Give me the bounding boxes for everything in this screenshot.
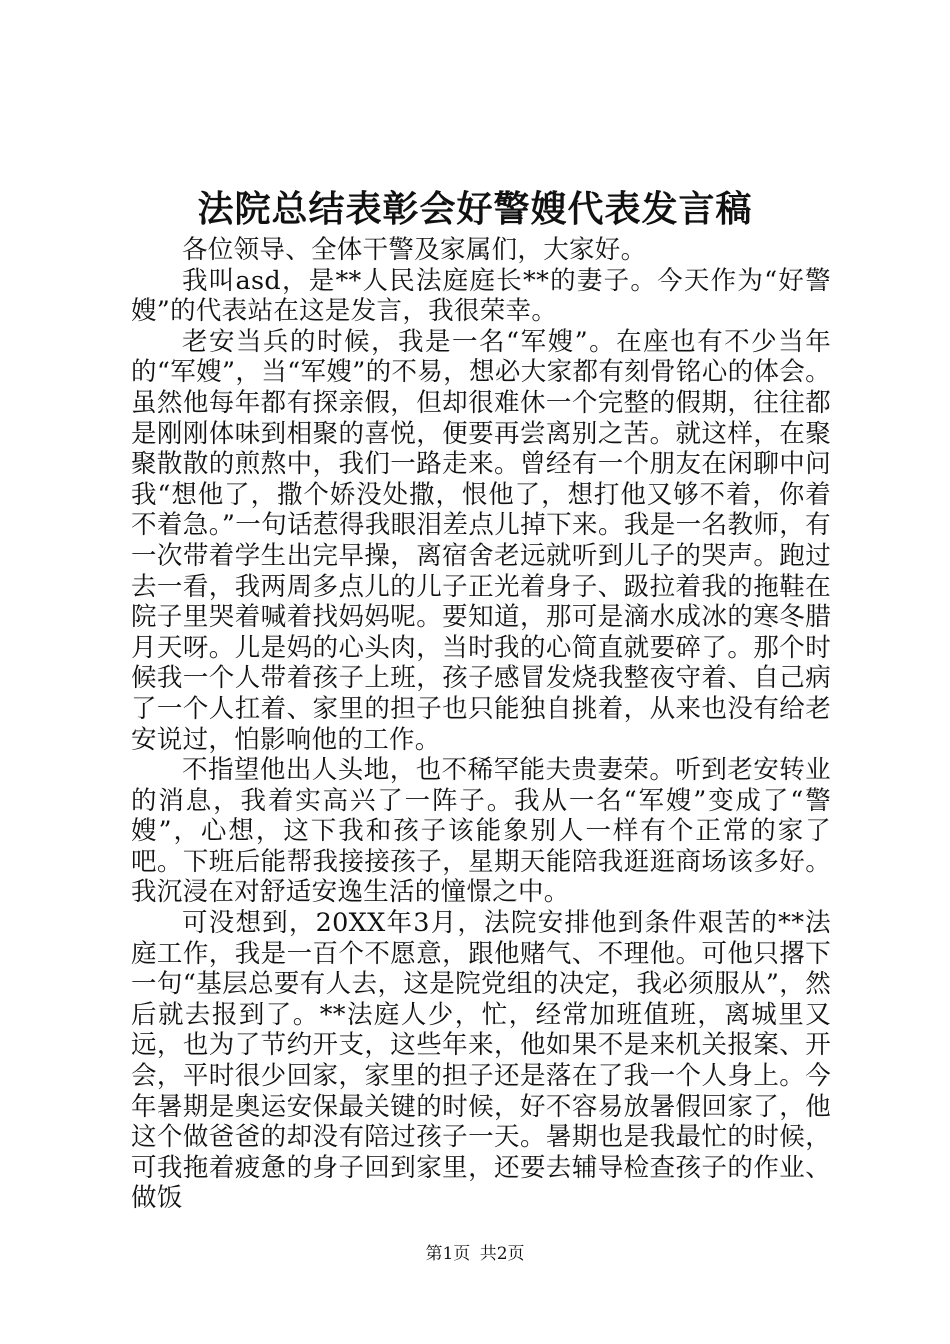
- paragraph-introduction: 我叫asd，是**人民法庭庭长**的妻子。今天作为“好警嫂”的代表站在这是发言，我很荣幸。: [131, 265, 831, 327]
- page-total: 共2页: [479, 1244, 525, 1264]
- page-footer: [0, 1242, 950, 1266]
- page-number: 第1页: [425, 1244, 471, 1264]
- paragraph-police-wife: 不指望他出人头地，也不稀罕能夫贵妻荣。听到老安转业的消息，我着实高兴了一阵子。我从一名“军嫂”变成了“警嫂”，心想，这下我和孩子该能象别人一样有个正常的家了吧。下班后能帮我接接孩子，星期天能陪我逛逛商场该多好。我沉浸在对舒适安逸生活的憧憬之中。: [131, 755, 831, 908]
- document-title: 法院总结表彰会好警嫂代表发言稿: [197, 188, 753, 230]
- paragraph-court-assignment: 可没想到，20XX年3月，法院安排他到条件艰苦的**法庭工作，我是一百个不愿意，跟他赌气、不理他。可他只撂下一句“基层总要有人去，这是院党组的决定，我必须服从”，然后就去报到了。**法庭人少，忙，经常加班值班，离城里又远，也为了节约开支，这些年来，他如果不是来机关报案、开会，平时很少回家，家里的担子还是落在了我一个人身上。今年暑期是奥运安保最关键的时候，好不容易放暑假回家了，他这个做爸爸的却没有陪过孩子一天。暑期也是我最忙的时候，可我拖着疲惫的身子回到家里，还要去辅导检查孩子的作业、做饭: [131, 908, 831, 1214]
- document-body: [131, 235, 831, 1214]
- paragraph-greeting: 各位领导、全体干警及家属们，大家好。: [182, 235, 647, 265]
- paragraph-military-wife: 老安当兵的时候，我是一名“军嫂”。在座也有不少当年的“军嫂”，当“军嫂”的不易，想必大家都有刻骨铭心的体会。虽然他每年都有探亲假，但却很难休一个完整的假期，往往都是刚刚体味到相聚的喜悦，便要再尝离别之苦。就这样，在聚聚散散的煎熬中，我们一路走来。曾经有一个朋友在闲聊中问我“想他了，撒个娇没处撒，恨他了，想打他又够不着，你着不着急。”一句话惹得我眼泪差点儿掉下来。我是一名教师，有一次带着学生出完早操，离宿舍老远就听到儿子的哭声。跑过去一看，我两周多点儿的儿子正光着身子、趿拉着我的拖鞋在院子里哭着喊着找妈妈呢。要知道，那可是滴水成冰的寒冬腊月天呀。儿是妈的心头肉，当时我的心简直就要碎了。那个时候我一个人带着孩子上班，孩子感冒发烧我整夜守着、自己病了一个人扛着、家里的担子也只能独自挑着，从来也没有给老安说过，怕影响他的工作。: [131, 326, 831, 755]
